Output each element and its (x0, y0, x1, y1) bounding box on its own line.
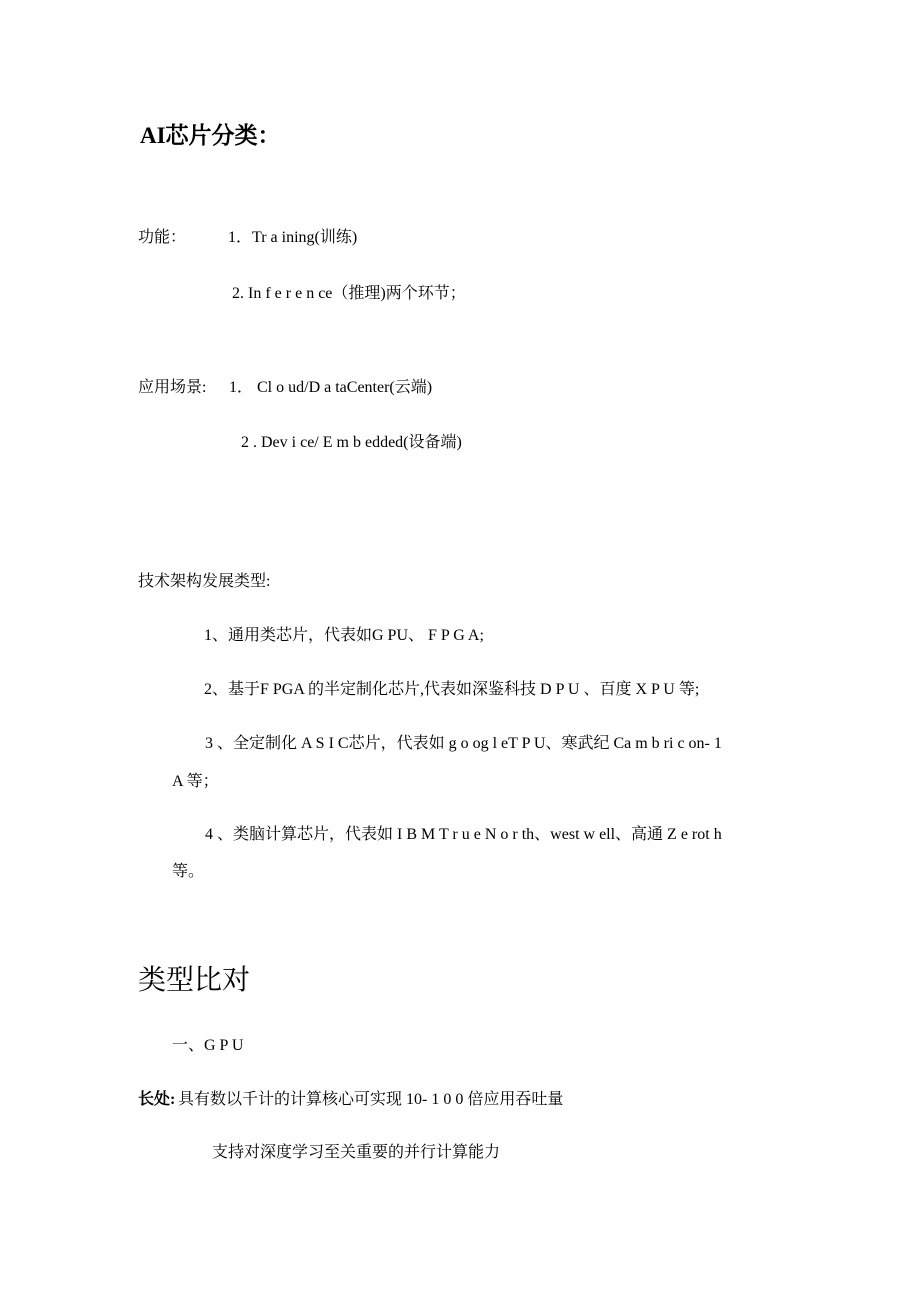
advantage-label: 长处: (138, 1091, 176, 1108)
tech-item-2: 2、基于F PGA 的半定制化芯片,代表如深鉴科技 D P U 、百度 X P U 等; (204, 681, 700, 698)
scene-label: 应用场景: (138, 379, 207, 396)
scene-item-2: 2 . Dev i ce/ E m b edded(设备端) (241, 434, 462, 451)
tech-item-1: 1、通用类芯片，代表如G PU、 F P G A; (204, 627, 484, 644)
section-title: 类型比对 (138, 963, 251, 996)
tech-item-3-line-1: 3 、全定制化 A S I C芯片，代表如 g o og l eT P U、寒武纪 Ca m b ri c on- 1 (205, 735, 722, 752)
scene-item-1: 1． Cl o ud/D a taCenter(云端) (229, 379, 433, 396)
gpu-heading: 一、G P U (172, 1037, 244, 1054)
tech-item-4-line-1: 4 、类脑计算芯片，代表如 I B M T r u e N o r th、west w ell、高通 Z e rot h (205, 826, 722, 843)
function-item-2: 2. In f e r e n ce（推理)两个环节； (232, 285, 466, 302)
advantage-text-1: 具有数以千计的计算核心可实现 10- 1 0 0 倍应用吞吐量 (178, 1091, 564, 1108)
tech-label: 技术架构发展类型: (138, 573, 271, 590)
tech-item-4-line-2: 等。 (172, 863, 205, 880)
advantage-text-2: 支持对深度学习至关重要的并行计算能力 (212, 1144, 501, 1161)
function-item-1: 1．Tr a ining(训练) (228, 229, 358, 246)
function-label: 功能： (138, 229, 187, 246)
page-title: AI芯片分类： (140, 123, 281, 148)
tech-item-3-line-2: A 等； (172, 773, 219, 790)
